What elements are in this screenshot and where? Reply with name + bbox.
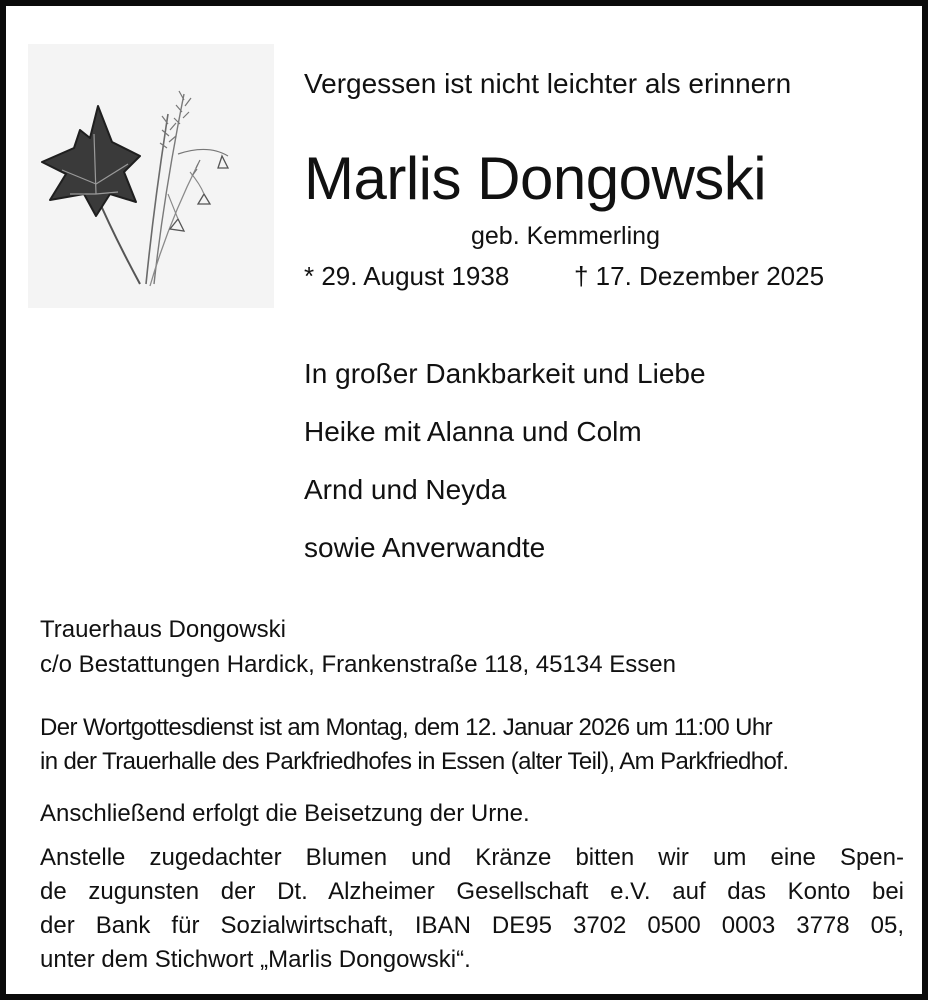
mourning-house: Trauerhaus Dongowski [40, 616, 286, 643]
maiden-name: geb. Kemmerling [471, 222, 660, 250]
service-announcement [40, 711, 904, 779]
mourner-line: Arnd und Neyda [304, 474, 507, 505]
service-line: in der Trauerhalle des Parkfriedhofes in Essen (alter Teil), Am Parkfriedhof. [40, 748, 789, 775]
mourner-line: sowie Anverwandte [304, 532, 546, 563]
deceased-name: Marlis Dongowski [304, 145, 767, 212]
donation-request [40, 841, 904, 977]
ivy-leaf-sketch-illustration [28, 44, 274, 308]
donation-line: der Bank für Sozialwirtschaft, IBAN DE95 3702 0500 0003 3778 05, [40, 912, 904, 939]
donation-line: unter dem Stichwort „Marlis Dongowski“. [40, 946, 471, 973]
mourners-intro: In großer Dankbarkeit und Liebe [304, 358, 706, 389]
service-line: Der Wortgottesdienst ist am Montag, dem 12. Januar 2026 um 11:00 Uhr [40, 714, 773, 741]
motto-text: Vergessen ist nicht leichter als erinnern [304, 68, 792, 99]
mourner-line: Heike mit Alanna und Colm [304, 416, 642, 447]
burial-notice: Anschließend erfolgt die Beisetzung der Urne. [40, 800, 530, 827]
death-date: † 17. Dezember 2025 [574, 261, 825, 291]
birth-date: * 29. August 1938 [304, 261, 510, 291]
donation-line: de zugunsten der Dt. Alzheimer Gesellschaft e.V. auf das Konto bei [40, 878, 904, 905]
address-line: c/o Bestattungen Hardick, Frankenstraße 118, 45134 Essen [40, 651, 676, 678]
donation-line: Anstelle zugedachter Blumen und Kränze bitten wir um eine Spen- [40, 844, 904, 871]
